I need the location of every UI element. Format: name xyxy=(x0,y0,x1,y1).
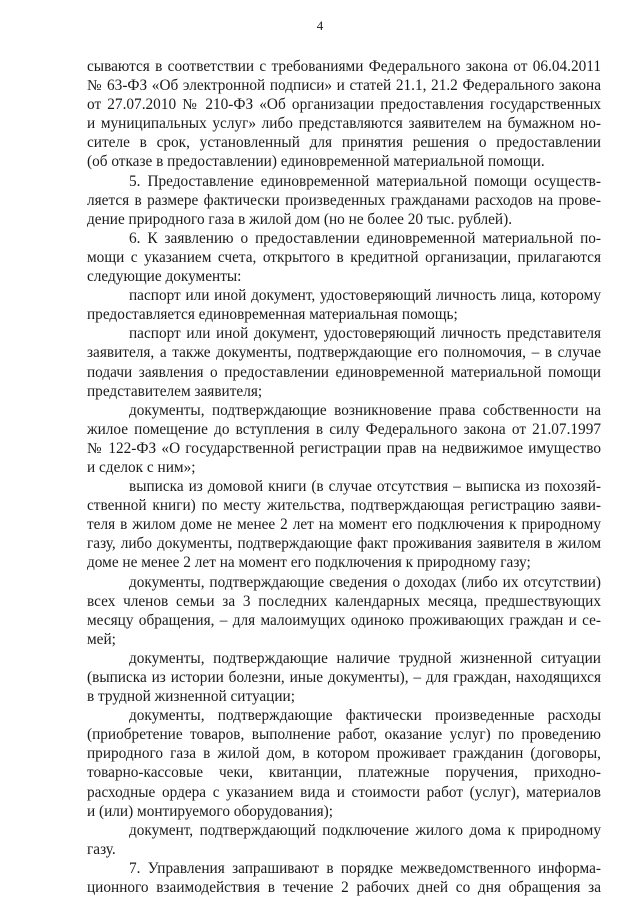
text-line: в трудной жизненной ситуации; xyxy=(87,688,295,706)
text-line: № 122-ФЗ «О государственной регистрации прав на недвижимое имущество xyxy=(87,439,601,457)
text-line: заявителя, а также документы, подтверждающие его полномочия, – в случае xyxy=(87,344,601,362)
paragraph-document-passport xyxy=(87,286,601,324)
text-line: представителем заявителя; xyxy=(87,382,263,400)
paragraph-document-house-book xyxy=(87,477,601,572)
paragraph-document-expenses xyxy=(87,706,601,821)
text-line: месяцу обращения, – для малоимущих одиноко проживающих граждан и се- xyxy=(87,611,601,629)
text-line: сываются в соответствии с требованиями Федерального закона от 06.04.2011 xyxy=(87,58,601,75)
text-line: ственной книги) по месту жительства, подтверждающая регистрацию заяви- xyxy=(87,497,601,515)
text-line: документ, подтверждающий подключение жилого дома к природному xyxy=(129,821,601,839)
text-line: документы, подтверждающие фактически произведенные расходы xyxy=(129,707,601,725)
text-line: документы, подтверждающие сведения о доходах (либо их отсутствии) xyxy=(129,573,601,591)
paragraph-document-representative xyxy=(87,324,601,400)
text-line: 5. Предоставление единовременной материальной помощи осуществ- xyxy=(129,172,601,190)
text-line: дение природного газа в жилой дом (но не более 20 тыс. рублей). xyxy=(87,210,513,228)
text-line: паспорт или иной документ, удостоверяющий личность представителя xyxy=(129,325,601,343)
text-line: предоставляется единовременная материальная помощь; xyxy=(87,306,458,324)
paragraph-item-6 xyxy=(87,229,601,286)
text-line: документы, подтверждающие возникновение права собственности на xyxy=(129,401,601,419)
text-line: и (или) монтируемого оборудования); xyxy=(87,802,333,820)
text-line: (выписка из истории болезни, иные документы), – для граждан, находящихся xyxy=(87,669,601,686)
text-line: товарно-кассовые чеки, квитанции, платежные поручения, приходно- xyxy=(87,764,601,782)
text-line: природного газа в жилой дом, в котором проживает гражданин (договоры, xyxy=(87,745,601,763)
text-line: и сделок с ним»; xyxy=(87,458,196,476)
text-line: жилое помещение до вступления в силу Федерального закона от 21.07.1997 xyxy=(87,420,601,438)
paragraph-item-5 xyxy=(87,172,601,229)
text-line: всех членов семьи за 3 последних календарных месяца, предшествующих xyxy=(87,592,601,610)
text-line: документы, подтверждающие наличие трудной жизненной ситуации xyxy=(129,649,601,667)
text-line: газу, либо документы, подтверждающие факт проживания заявителя в жилом xyxy=(87,535,601,553)
text-line: доме не менее 2 лет на момент его подключения к природному газу; xyxy=(87,554,531,572)
text-line: мощи с указанием счета, открытого в кредитной организации, прилагаются xyxy=(87,248,601,266)
text-line: подачи заявления о предоставлении единовременной материальной помощи xyxy=(87,363,601,381)
text-line: выписка из домовой книги (в случае отсутствия – выписка из похозяй- xyxy=(129,478,601,496)
text-line: ционного взаимодействия в течение 2 рабочих дней со дня обращения за xyxy=(87,879,601,897)
text-line: ляется в размере фактически произведенных гражданами расходов на прове- xyxy=(87,191,601,209)
text-line: паспорт или иной документ, удостоверяющий личность лица, которому xyxy=(129,287,601,305)
text-line: № 63-ФЗ «Об электронной подписи» и статей 21.1, 21.2 Федерального закона xyxy=(87,77,601,95)
paragraph-item-7 xyxy=(87,859,601,897)
text-line: расходные ордера с указанием вида и стоимости работ (услуг), материалов xyxy=(87,783,601,801)
paragraph-document-gas-connection xyxy=(87,821,601,859)
text-line: от 27.07.2010 № 210-ФЗ «Об организации предоставления государственных xyxy=(87,96,601,114)
text-line: (об отказе в предоставлении) единовременной материальной помощи. xyxy=(87,153,545,171)
text-line: сителе в срок, установленный для принятия решения о предоставлении xyxy=(87,134,601,152)
document-body xyxy=(87,57,601,897)
paragraph-document-hardship xyxy=(87,649,601,706)
text-line: 6. К заявлению о предоставлении единовременной материальной по- xyxy=(129,229,601,247)
paragraph-document-income xyxy=(87,573,601,649)
text-line: и муниципальных услуг» либо представляются заявителем на бумажном но- xyxy=(87,115,601,133)
text-line: (приобретение товаров, выполнение работ, оказание услуг) по проведению xyxy=(87,726,601,744)
paragraph-continuation xyxy=(87,57,601,172)
text-line: газу. xyxy=(87,840,116,858)
page-number: 4 xyxy=(316,18,324,33)
text-line: теля в жилом доме не менее 2 лет на момент его подключения к природному xyxy=(87,516,601,534)
text-line: следующие документы: xyxy=(87,268,242,286)
paragraph-document-ownership xyxy=(87,401,601,477)
text-line: 7. Управления запрашивают в порядке межведомственного информа- xyxy=(129,859,601,877)
text-line: мей; xyxy=(87,630,116,648)
